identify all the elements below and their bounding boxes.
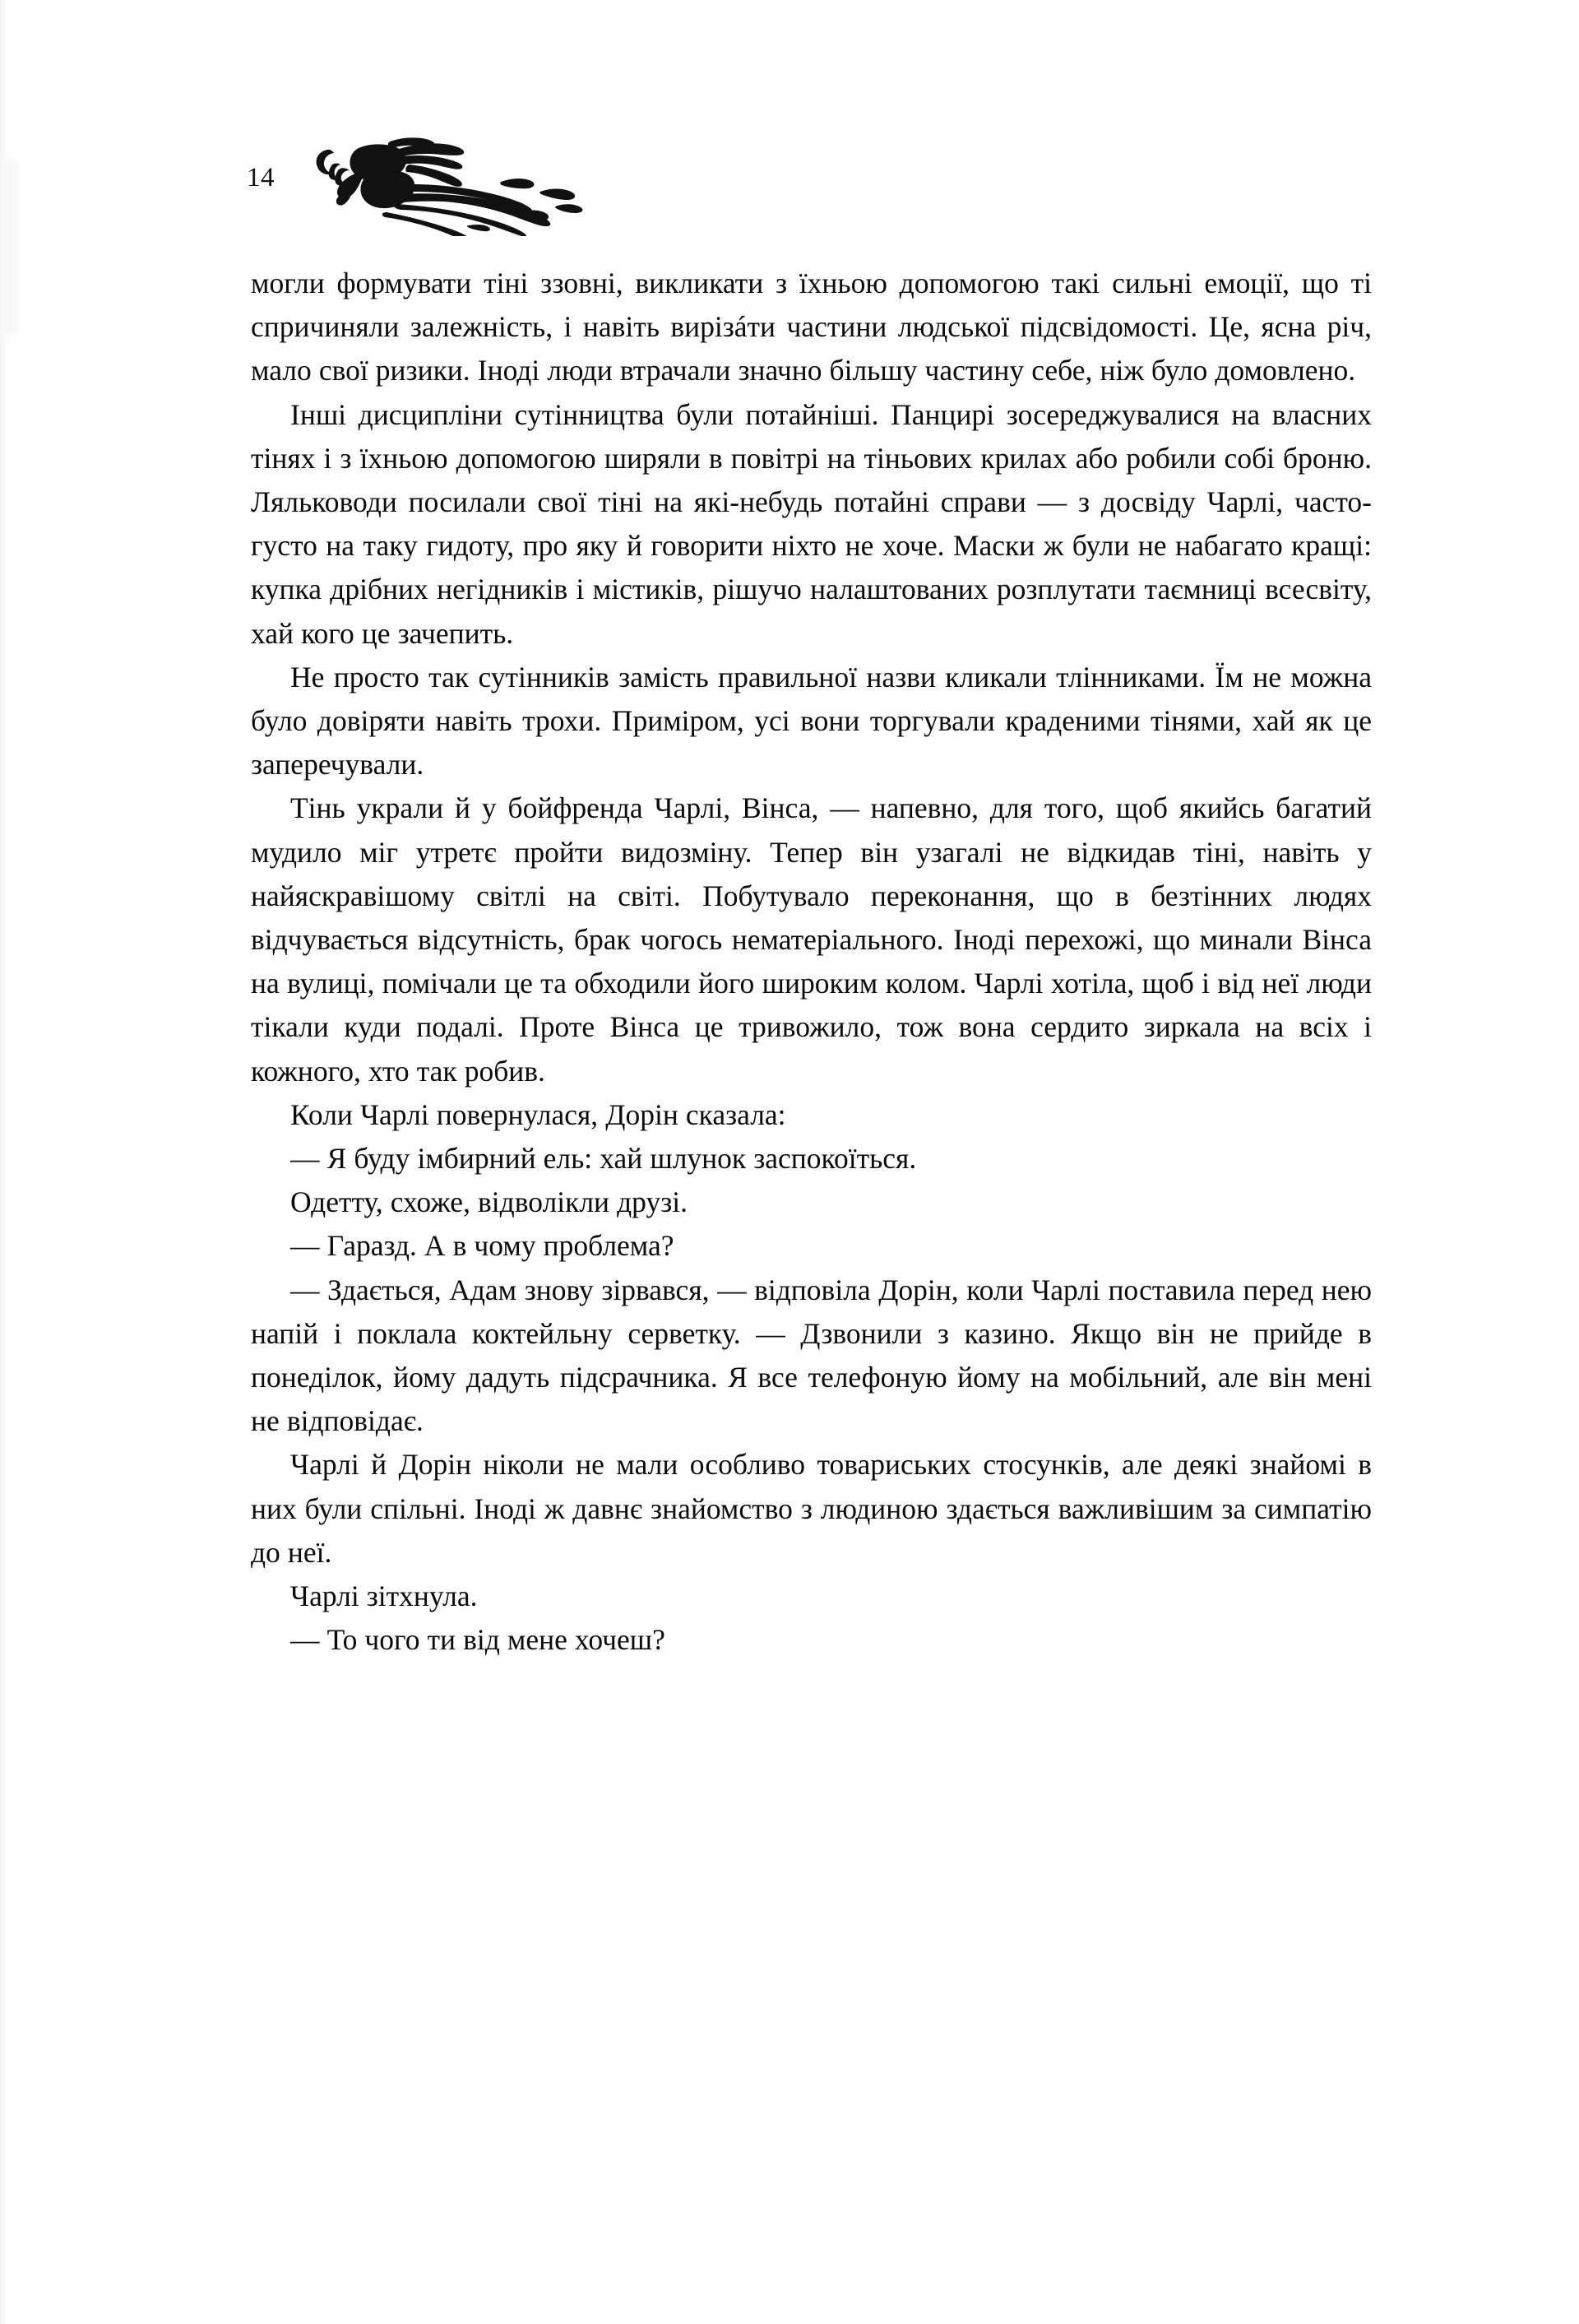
dialogue-line: — То чого ти від мене хочеш? (290, 1623, 665, 1657)
paragraph: Тінь украли й у бойфренда Чарлі, Вінса, — напевно, для того, щоб якийсь багатий мудило міг утретє пройти видозміну. Тепер він узагалі не відкидав тіні, навіть у найяскравішому світлі на світі. Побутувало переконання, що в безтінних людях відчувається відсутність, брак чогось нематеріального. Іноді перехожі, що минали Вінса на вулиці, помічали це та обходили його широким колом. Чарлі хотіла, щоб і від неї люди тікали куди подалі. Проте Вінса це тривожило, тож вона сердито зиркала на всіх і кожного, хто так робив. (251, 791, 1372, 1088)
paragraph: Не просто так сутінників замість правильної назви кликали тлінниками. Їм не можна було довіряти навіть трохи. Приміром, усі вони торгували краденими тінями, хай як це заперечували. (251, 660, 1372, 782)
ink-blot-figure-icon (308, 133, 587, 236)
paragraph: Інші дисципліни сутінництва були потайніші. Панцирі зосереджувалися на власних тінях і з їхньою допомогою ширяли в повітрі на тіньових крилах або робили собі броню. Ляльководи посилали свої тіні на які-небудь потайні справи — з досвіду Чарлі, часто-густо на таку гидоту, про яку й говорити ніхто не хоче. Маски ж були не набагато кращі: купка дрібних негідників і містиків, рішучо налаштованих розплутати таємниці всесвіту, хай кого це зачепить. (251, 397, 1372, 650)
paragraph: Чарлі й Дорін ніколи не мали особливо товариських стосунків, але деякі знайомі в них були спільні. Іноді ж давнє знайомство з людиною здається важливішим за симпатію до неї. (251, 1448, 1372, 1569)
page-header (247, 140, 1373, 247)
binding-smudge-artifact (0, 160, 18, 333)
dialogue-line: Коли Чарлі повернулася, Дорін сказала: (290, 1097, 786, 1131)
paragraph: могли формувати тіні ззовні, викликати з їхньою допомогою такі сильні емоції, що ті спричиняли залежність, і навіть вирізáти частини людської підсвідомості. Це, ясна річ, мало свої ризики. Іноді люди втрачали значно більшу частину себе, ніж було домовлено. (251, 267, 1372, 387)
binding-edge-artifact (0, 0, 12, 2324)
dialogue-line: Чарлі зітхнула. (290, 1579, 478, 1613)
dialogue-line: Одетту, схоже, відволікли друзі. (290, 1185, 688, 1219)
page-body (251, 262, 1372, 1663)
page-number: 14 (247, 163, 275, 193)
dialogue-line: — Гаразд. А в чому проблема? (290, 1229, 674, 1263)
dialogue-line: — Здається, Адам знову зірвався, — відповіла Дорін, коли Чарлі поставила перед нею напій і поклала коктейльну серветку. — Дзвонили з казино. Якщо він не прийде в понеділок, йому дадуть підсрачника. Я все телефоную йому на мобільний, але він мені не відповідає. (251, 1273, 1372, 1438)
dialogue-line: — Я буду імбирний ель: хай шлунок заспокоїться. (290, 1142, 917, 1176)
